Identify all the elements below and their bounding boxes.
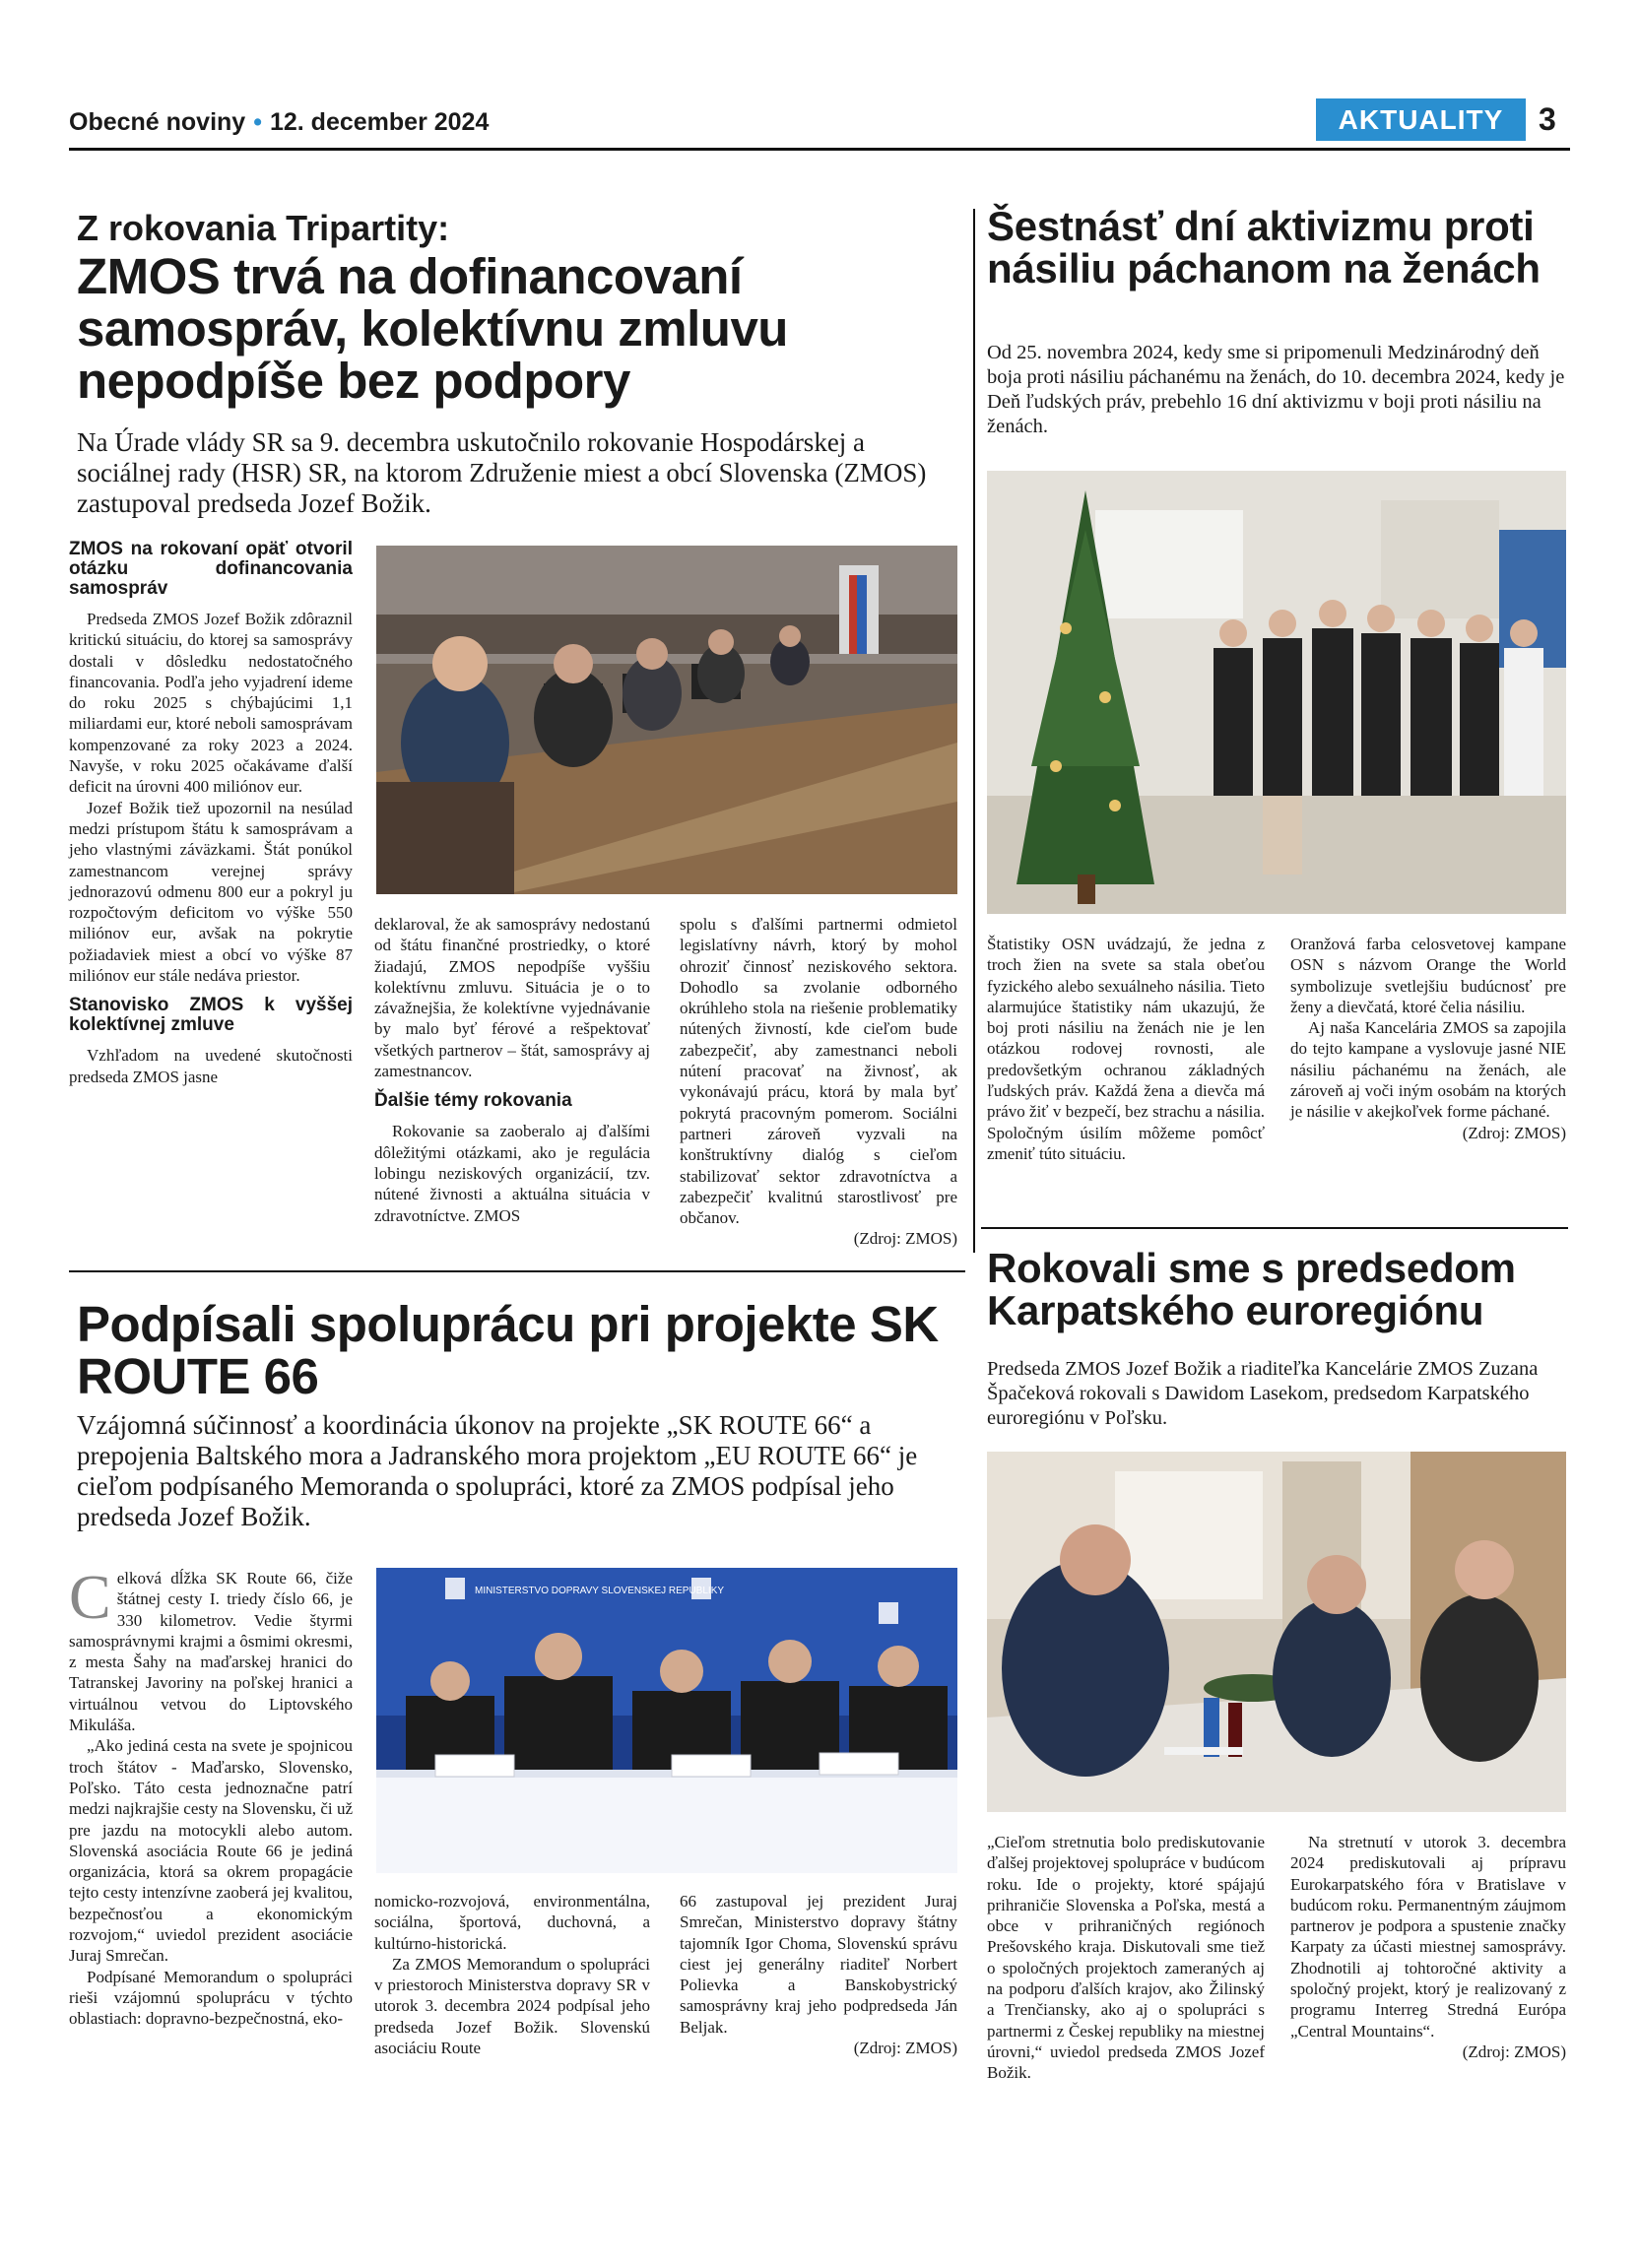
separator-dot-icon: • — [253, 108, 262, 136]
article2-headline: Šestnásť dní aktivizmu proti násiliu páchanom na ženách — [987, 203, 1541, 292]
article3-lead: Vzájomná súčinnosť a koordinácia úkonov na projekte „SK ROUTE 66“ a prepojenia Baltského mora a Jadranského mora projektom „EU ROUTE 66“ je cieľom podpísaného Memoranda o spolupráci, ktoré za ZMOS podpísal jeho predseda Jozef Božik. — [77, 1410, 918, 1531]
article1-kicker: Z rokovania Tripartity: — [77, 208, 450, 248]
article1-headline: ZMOS trvá na dofinancovaní samospráv, kolektívnu zmluvu nepodpíše bez podpory — [77, 248, 788, 409]
article4-paragraph: Na stretnutí v utorok 3. decembra 2024 prediskutovali aj prípravu Eurokarpatského fóra v Bratislave v budúcom roku. Permanentným záujmom partnerov je podpora a spustenie značky Karpaty za účasti miestnej samosprávy. Zhodnotili aj tohtoročné aktivity a spoločný projekt, ktorý je realizovaný z programu Interreg Stredná Európa „Central Mountains“. — [1290, 1833, 1566, 2041]
article3-source: (Zdroj: ZMOS) — [853, 2039, 957, 2058]
article1-subhead-1: ZMOS na rokovaní opäť otvoril otázku dofinancovania samospráv — [69, 539, 353, 599]
article2-paragraph: Štatistiky OSN uvádzajú, že jedna z troch žien na svete sa stala obeťou fyzického alebo sexuálneho násilia. Tieto alarmujúce štatistiky nám ukazujú, že boj proti násiliu na ženách nie je len otázkou rodovej rovnosti, ale predovšetkým ochranou základných ľudských práv. Každá žena a dievča má právo žiť v bezpečí, bez strachu a násilia. Spoločným úsilím môžeme pomôcť zmeniť túto situáciu. — [987, 935, 1265, 1163]
article1-subhead-3: Ďalšie témy rokovania — [374, 1090, 572, 1112]
karpatsky-euroregion-meeting-photo — [987, 1452, 1566, 1812]
article3-headline: Podpísali spoluprácu pri projekte SK ROUTE 66 — [77, 1296, 939, 1404]
article1-lead: Na Úrade vlády SR sa 9. decembra uskutočnilo rokovanie Hospodárskej a sociálnej rady (HSR) SR, na ktorom Združenie miest a obcí Slovenska (ZMOS) zastupoval predseda Jozef Božik. — [77, 427, 927, 518]
article1-paragraph: Predseda ZMOS Jozef Božik zdôraznil kritickú situáciu, do ktorej sa samosprávy dostali v dôsledku nedostatočného financovania. Podľa jeho vyjadrení ideme do roku 2025 s chýbajúcimi 1,1 miliardami eur, ktoré neboli samosprávam kompenzované za roky 2023 a 2024. Navyše, v roku 2025 očakávame ďalší deficit na úrovni 400 miliónov eur. — [69, 610, 353, 797]
page-number: 3 — [1539, 101, 1556, 137]
newspaper-name: Obecné noviny — [69, 108, 246, 136]
tripartite-meeting-photo — [376, 546, 957, 894]
issue-date: 12. december 2024 — [269, 108, 490, 136]
article2-source: (Zdroj: ZMOS) — [1462, 1123, 1566, 1142]
article3-paragraph: Za ZMOS Memorandum o spolupráci v priestoroch Ministerstva dopravy SR v utorok 3. decembra 2024 podpísal jeho predseda Jozef Božik. Slovenskú asociáciu Route — [374, 1954, 650, 2058]
article3-dropcap: C — [69, 1562, 111, 1632]
article2-paragraph: Oranžová farba celosvetovej kampane OSN s názvom Orange the World symbolizuje svetlejšiu budúcnosť pre ženy a dievčatá, ktoré čelia násiliu. — [1290, 935, 1566, 1016]
article1-source: (Zdroj: ZMOS) — [853, 1229, 957, 1249]
article3-column-3 — [680, 1891, 957, 2058]
article3-column-2 — [374, 1891, 650, 2058]
article3-paragraph: elková dĺžka SK Route 66, čiže štátnej cesty I. triedy číslo 66, je 330 kilometrov. Vedie štyrmi samosprávnymi krajmi a ôsmimi okresmi, z mesta Šahy na maďarskej hranici do Tatranskej Javoriny na poľskej hranici a virtuálnou vetvou do Liptovského Mikuláša. — [69, 1569, 353, 1735]
masthead-line — [69, 108, 489, 137]
ministry-banner-text: MINISTERSTVO DOPRAVY SLOVENSKEJ REPUBLIKY — [475, 1586, 725, 1596]
section-rule — [69, 1270, 965, 1272]
header-rule — [69, 148, 1570, 151]
article3-column-1 — [69, 1562, 353, 2030]
article3-paragraph: nomicko-rozvojová, environmentálna, sociálna, športová, duchovná, a kultúrno-historická. — [374, 1892, 650, 1953]
article1-paragraph: spolu s ďalšími partnermi odmietol legislatívny návrh, ktorý by mohol ohroziť činnosť neziskového sektora. Dohodlo sa zvolanie odborného okrúhleho stola na riešenie problematiky nútených živností, kde cieľom bude zabezpečiť, aby zamestnanci neboli nútení pracovať na živnosť, ak vykonávajú prácu, ktorá by mala byť pokrytá pracovným pomerom. Sociálni partneri zároveň vyzvali na konštruktívny dialóg s cieľom stabilizovať sektor zdravotníctva a zabezpečiť kvalitnú starostlivosť pre občanov. — [680, 915, 957, 1228]
article1-subhead-2: Stanovisko ZMOS k vyššej kolektívnej zmluve — [69, 995, 353, 1036]
column-divider — [973, 209, 975, 1253]
article2-paragraph: Aj naša Kancelária ZMOS sa zapojila do tejto kampane a vyslovuje jasné NIE násiliu páchanému na ženách, ale zároveň aj voči iným osobám na ktorých je násilie v akejkoľvek forme páchané. — [1290, 1018, 1566, 1122]
article4-column-1 — [987, 1832, 1265, 2084]
article1-paragraph: Rokovanie sa zaoberalo aj ďalšími dôležitými otázkami, ako je regulácia lobingu neziskových organizácií, tzv. nútené živnosti a aktuálna situácia v zdravotníctve. ZMOS — [374, 1122, 650, 1225]
article2-lead: Od 25. novembra 2024, kedy sme si pripomenuli Medzinárodný deň boja proti násiliu páchanému na ženách, do 10. decembra 2024, kedy je Deň ľudských práv, prebehlo 16 dní aktivizmu v boji proti násiliu na ženách. — [987, 342, 1565, 437]
article4-source: (Zdroj: ZMOS) — [1462, 2041, 1566, 2061]
article3-paragraph: Podpísané Memorandum o spolupráci rieši vzájomnú spoluprácu v týchto oblastiach: dopravno-bezpečnostná, eko- — [69, 1967, 353, 2029]
article1-paragraph: Vzhľadom na uvedené skutočnosti predseda ZMOS jasne — [69, 1046, 353, 1086]
article1-paragraph: deklaroval, že ak samosprávy nedostanú od štátu finančné prostriedky, o ktoré žiadajú, ZMOS nepodpíše vyššiu kolektívnu zmluvu. Situácia je o to závažnejšia, že kolektívne vyjednávanie by malo byť férové a rešpektovať všetkých partnerov – štát, samosprávy aj zamestnancov. — [374, 915, 650, 1081]
article3-paragraph: 66 zastupoval jej prezident Juraj Smrečan, Ministerstvo dopravy štátny tajomník Igor Choma, Slovenskú správu ciest jej generálny riaditeľ Norbert Polievka a Banskobystrický samosprávny kraj jeho podpredseda Ján Beljak. — [680, 1892, 957, 2037]
section-rule — [981, 1227, 1568, 1229]
orange-the-world-group-photo — [987, 471, 1566, 914]
article4-headline: Rokovali sme s predsedom Karpatského euroregiónu — [987, 1245, 1516, 1333]
article1-column-3 — [680, 914, 957, 1250]
article4-paragraph: „Cieľom stretnutia bolo prediskutovanie ďalšej projektovej spolupráce v budúcom roku. Ide o projekty, ktoré spájajú prihraničie Slovenska a Poľska, mestá a obce v prihraničných regiónoch Prešovského kraja. Diskutovali sme tiež o spoločných projektoch zameraných aj na podporu ďalších krajov, ako Žilinský a Trenčiansky, ako aj o spolupráci s partnermi z Českej republiky na miestnej úrovni,“ uviedol predseda ZMOS Jozef Božik. — [987, 1833, 1265, 2083]
section-badge: AKTUALITY — [1316, 98, 1526, 141]
article3-paragraph: „Ako jediná cesta na svete je spojnicou troch štátov - Maďarsko, Slovensko, Poľsko. Táto cesta jednoznačne patrí medzi najkrajšie cesty na Slovensku, či už pre jazdu na motocykli alebo autom. Slovenská asociácia Route 66 je jediná organizácia, ktorá sa okrem propagácie tejto cesty intenzívne zaoberá jej kvalitou, bezpečnosťou a ekonomickým rozvojom,“ uviedol prezident asociácie Juraj Smrečan. — [69, 1736, 353, 1966]
memorandum-signing-photo — [376, 1568, 957, 1873]
article4-lead: Predseda ZMOS Jozef Božik a riaditeľka Kancelárie ZMOS Zuzana Špačeková rokovali s Dawidom Lasekom, predsedom Karpatského euroregiónu v Poľsku. — [987, 1358, 1539, 1429]
article1-column-2 — [374, 914, 650, 1226]
article1-column-1 — [69, 540, 353, 1087]
article2-column-1 — [987, 934, 1265, 1164]
article2-column-2 — [1290, 934, 1566, 1143]
article4-column-2 — [1290, 1832, 1566, 2062]
article1-paragraph: Jozef Božik tiež upozornil na nesúlad medzi prístupom štátu k samosprávam a jeho vlastnými záväzkami. Štát ponúkol zamestnancom verejnej správy jednorazovú odmenu 800 eur a pokryl ju rozpočtovým deficitom vo výške 550 miliónov eur, avšak na pokrytie požiadaviek miest a obcí vo výške 87 miliónov eur stále nedáva priestor. — [69, 798, 353, 986]
